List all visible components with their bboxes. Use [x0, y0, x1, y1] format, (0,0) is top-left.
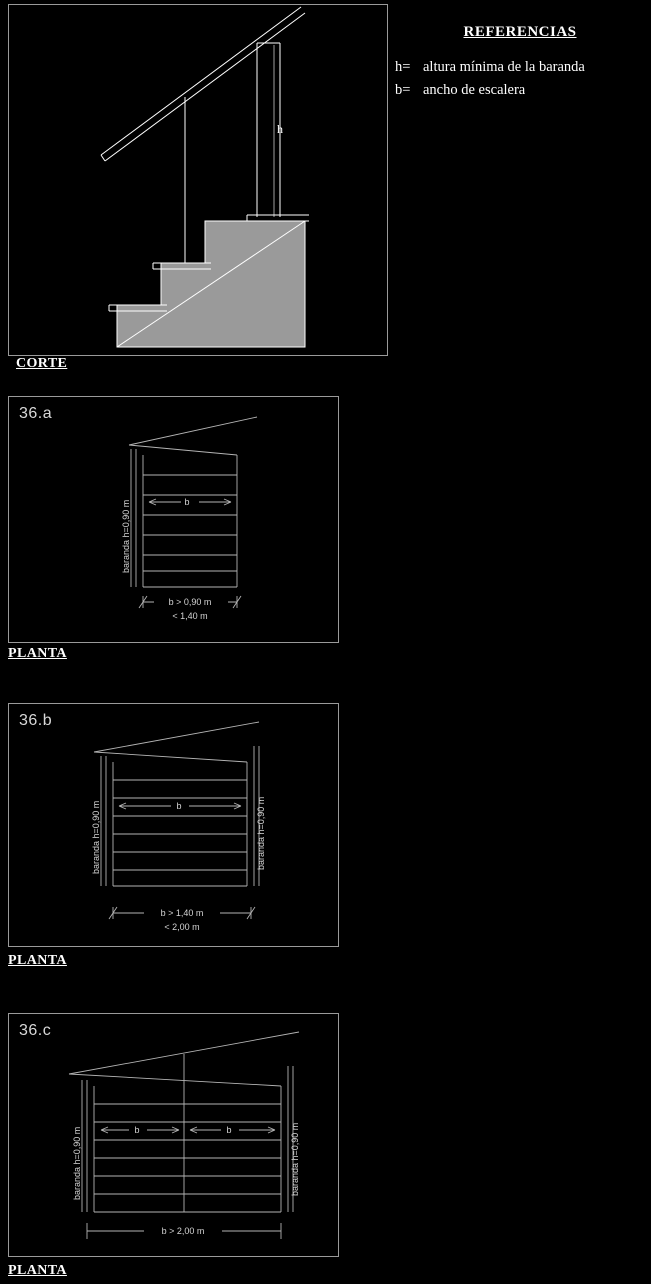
references-block [395, 24, 645, 105]
plan-b-tag: 36.b [19, 712, 53, 729]
plan-b-right-rail-label: baranda h=0,90 m [256, 796, 266, 870]
plan-a-caption: PLANTA [8, 646, 67, 661]
plan-a-panel [8, 396, 339, 643]
reference-row-h [395, 59, 645, 76]
plan-b-drawing-svg [9, 704, 338, 946]
plan-b-dim-primary: b > 1,40 m [160, 908, 204, 918]
plan-b-panel [8, 703, 339, 947]
plan-c-drawing-svg [9, 1014, 338, 1256]
plan-a-drawing-svg [9, 397, 338, 642]
section-drawing-panel [8, 4, 388, 356]
reference-text-b: ancho de escalera [423, 82, 526, 98]
reference-text-h: altura mínima de la baranda [423, 59, 585, 75]
plan-b-caption: PLANTA [8, 953, 67, 968]
reference-row-b [395, 82, 645, 99]
reference-key-h: h= [395, 59, 411, 75]
section-caption: CORTE [16, 356, 68, 371]
plan-c-panel [8, 1013, 339, 1257]
plan-c-tag: 36.c [19, 1022, 52, 1039]
plan-c-left-rail-label: baranda h=0,90 m [72, 1126, 82, 1200]
plan-a-left-rail-label: baranda h=0,90 m [121, 499, 131, 573]
plan-a-b-label: b [184, 497, 190, 507]
plan-c-caption: PLANTA [8, 1263, 67, 1278]
plan-c-right-rail-label: baranda h=0,90 m [290, 1122, 300, 1196]
references-title: REFERENCIAS [463, 24, 577, 40]
section-drawing-svg [9, 5, 387, 355]
plan-c-b-label-right: b [226, 1125, 232, 1135]
h-dimension-label: h [277, 122, 283, 136]
plan-b-dim-secondary: < 2,00 m [164, 922, 200, 932]
plan-a-dim-primary: b > 0,90 m [168, 597, 212, 607]
plan-a-dim-secondary: < 1,40 m [172, 611, 208, 621]
plan-b-b-label: b [176, 801, 182, 811]
plan-c-b-label-left: b [134, 1125, 140, 1135]
plan-c-dim-primary: b > 2,00 m [161, 1226, 205, 1236]
plan-b-left-rail-label: baranda h=0,90 m [91, 800, 101, 874]
plan-a-tag: 36.a [19, 405, 53, 422]
reference-key-b: b= [395, 82, 411, 98]
